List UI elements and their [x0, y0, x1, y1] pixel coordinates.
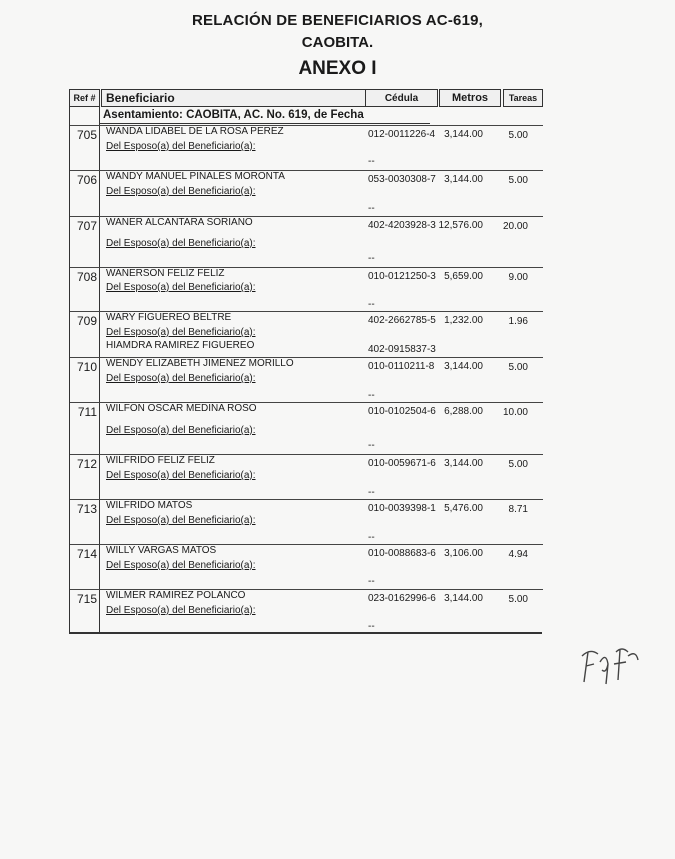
row-metros: 3,144.00	[444, 129, 483, 140]
beneficiary-cedula: 010-0110211-8	[368, 361, 435, 372]
beneficiary-cedula: 053-0030308-7	[368, 174, 436, 185]
annex-title: ANEXO I	[298, 58, 377, 79]
row-tareas: 9.00	[508, 272, 528, 283]
row-metros: 3,106.00	[444, 548, 483, 559]
header-cedula: Cédula	[365, 89, 438, 107]
spouse-cedula-empty: --	[368, 299, 375, 310]
row-metros: 3,144.00	[444, 593, 483, 604]
beneficiary-name: WILFRIDO MATOS	[106, 500, 193, 511]
table-row	[70, 216, 542, 267]
spouse-label: Del Esposo(a) del Beneficiario(a):	[106, 186, 256, 197]
spouse-label: Del Esposo(a) del Beneficiario(a):	[106, 560, 256, 571]
beneficiary-cedula: 010-0088683-6	[368, 548, 436, 559]
asentamiento-label: Asentamiento: CAOBITA, AC. No. 619, de Fecha	[103, 109, 364, 121]
row-metros: 5,659.00	[444, 271, 483, 282]
row-metros: 5,476.00	[444, 503, 483, 514]
table-row	[70, 589, 542, 632]
spouse-cedula-empty: --	[368, 203, 375, 214]
beneficiary-cedula: 012-0011226-4	[368, 129, 436, 140]
row-metros: 3,144.00	[444, 458, 483, 469]
spouse-label: Del Esposo(a) del Beneficiario(a):	[106, 605, 256, 616]
row-tareas: 8.71	[508, 504, 528, 515]
spouse-label: Del Esposo(a) del Beneficiario(a):	[106, 425, 256, 436]
table-row	[70, 125, 542, 170]
row-ref: 711	[77, 405, 97, 419]
spouse-label: Del Esposo(a) del Beneficiario(a):	[106, 282, 256, 293]
table-row	[70, 499, 542, 544]
header-tareas: Tareas	[503, 89, 543, 107]
spouse-cedula-empty: --	[368, 156, 375, 167]
beneficiary-name: WANDA LIDABEL DE LA ROSA PEREZ	[106, 126, 284, 137]
spouse-cedula-empty: --	[368, 440, 375, 451]
row-ref: 707	[76, 219, 97, 233]
row-metros: 6,288.00	[444, 406, 483, 417]
spouse-label: Del Esposo(a) del Beneficiario(a):	[106, 470, 256, 481]
row-ref: 714	[76, 547, 97, 561]
beneficiary-name: WANDY MANUEL PINALES MORONTA	[106, 171, 285, 182]
spouse-cedula-empty: --	[368, 253, 375, 264]
table-row	[70, 402, 542, 454]
row-tareas: 5.00	[508, 594, 528, 605]
spouse-label: Del Esposo(a) del Beneficiario(a):	[106, 238, 256, 249]
document-title: RELACIÓN DE BENEFICIARIOS AC-619,	[191, 12, 484, 29]
spouse-cedula-empty: --	[368, 621, 375, 632]
beneficiary-name: WILFON OSCAR MEDINA ROSO	[106, 403, 257, 414]
header-metros: Metros	[439, 89, 501, 107]
row-tareas: 5.00	[508, 175, 528, 186]
beneficiary-name: WILMER RAMIREZ POLANCO	[106, 590, 246, 601]
table-row	[70, 267, 542, 311]
beneficiary-cedula: 010-0121250-3	[368, 271, 436, 282]
beneficiary-cedula: 010-0059671-6	[368, 458, 436, 469]
spouse-cedula: 402-0915837-3	[368, 344, 436, 355]
row-metros: 12,576.00	[438, 220, 483, 231]
row-metros: 1,232.00	[444, 315, 483, 326]
spouse-label: Del Esposo(a) del Beneficiario(a):	[106, 373, 256, 384]
spouse-cedula-empty: --	[368, 532, 375, 543]
row-ref: 706	[76, 173, 97, 187]
beneficiary-name: WANER ALCANTARA SORIANO	[106, 217, 253, 228]
beneficiary-name: WANERSON FELIZ FELIZ	[106, 268, 225, 279]
beneficiary-cedula: 402-4203928-3	[368, 220, 436, 231]
row-ref: 709	[76, 314, 97, 328]
row-ref: 708	[76, 270, 97, 284]
spouse-label: Del Esposo(a) del Beneficiario(a):	[106, 141, 256, 152]
table-row	[70, 170, 542, 216]
row-tareas: 20.00	[502, 221, 528, 232]
spouse-label: Del Esposo(a) del Beneficiario(a):	[106, 327, 256, 338]
row-tareas: 1.96	[508, 316, 528, 327]
beneficiaries-table	[69, 89, 542, 634]
table-row	[70, 357, 542, 402]
asentamiento-underline	[100, 123, 430, 124]
row-ref: 712	[76, 457, 97, 471]
beneficiary-name: WENDY ELIZABETH JIMENEZ MORILLO	[106, 358, 294, 369]
beneficiary-cedula: 023-0162996-6	[368, 593, 436, 604]
spouse-label: Del Esposo(a) del Beneficiario(a):	[106, 515, 256, 526]
spouse-cedula-empty: --	[368, 390, 375, 401]
row-tareas: 5.00	[508, 362, 528, 373]
row-ref: 715	[76, 592, 97, 606]
row-tareas: 5.00	[508, 459, 528, 470]
row-tareas: 5.00	[508, 130, 528, 141]
header-ref: Ref #	[69, 89, 100, 107]
row-ref: 713	[76, 502, 97, 516]
row-ref: 710	[76, 360, 97, 374]
beneficiary-cedula: 402-2662785-5	[368, 315, 436, 326]
spouse-cedula-empty: --	[368, 487, 375, 498]
beneficiary-cedula: 010-0039398-1	[368, 503, 436, 514]
handwritten-initials	[576, 640, 656, 690]
row-ref: 705	[76, 128, 97, 142]
beneficiary-name: WARY FIGUEREO BELTRE	[106, 312, 232, 323]
table-row	[70, 311, 542, 357]
spouse-cedula-empty: --	[368, 576, 375, 587]
beneficiary-name: WILLY VARGAS MATOS	[106, 545, 217, 556]
header-beneficiario: Beneficiario	[101, 89, 431, 107]
row-metros: 3,144.00	[444, 361, 483, 372]
spouse-name: HIAMDRA RAMIREZ FIGUEREO	[106, 340, 255, 351]
row-tareas: 10.00	[502, 407, 528, 418]
row-tareas: 4.94	[508, 549, 528, 560]
table-row	[70, 544, 542, 589]
beneficiary-cedula: 010-0102504-6	[368, 406, 436, 417]
table-row	[70, 454, 542, 499]
document-subtitle: CAOBITA.	[301, 34, 374, 51]
beneficiary-name: WILFRIDO FELIZ FELIZ	[106, 455, 215, 466]
row-metros: 3,144.00	[444, 174, 483, 185]
